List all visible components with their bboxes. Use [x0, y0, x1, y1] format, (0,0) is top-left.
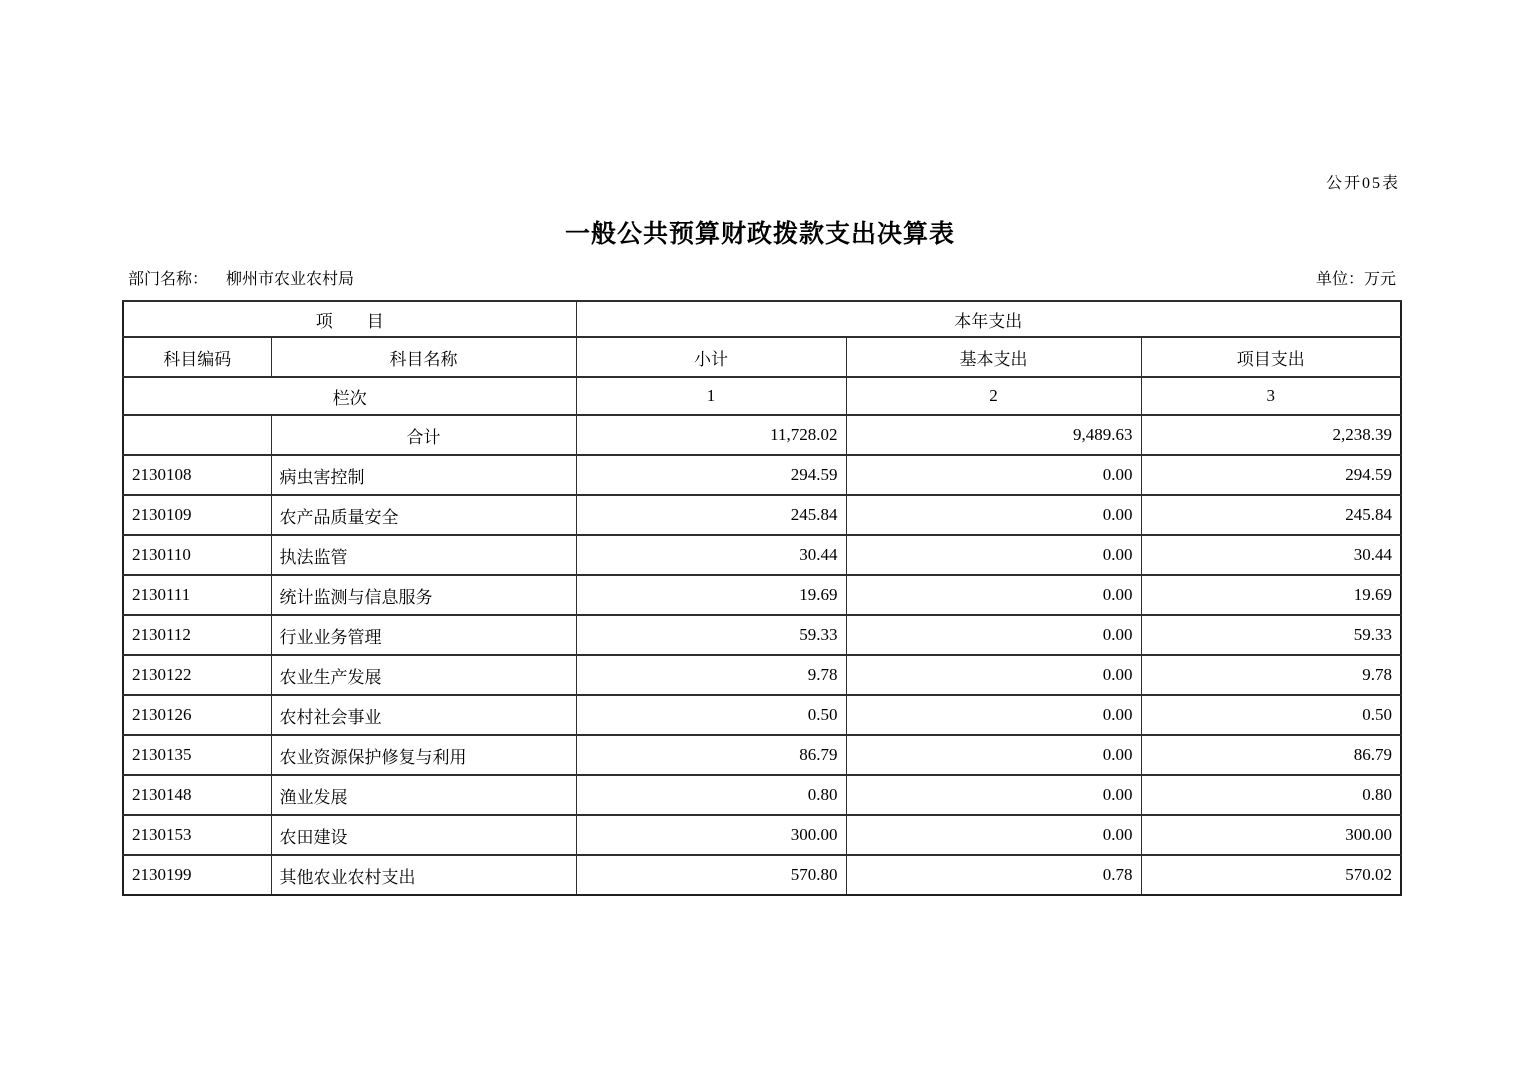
doc-code-label: 公开05表 — [1325, 175, 1400, 192]
header-row-ranks — [123, 377, 1401, 415]
name-cell: 渔业发展 — [271, 775, 576, 815]
subtotal-cell: 294.59 — [576, 455, 846, 495]
code-cell: 2130153 — [123, 815, 271, 855]
code-cell: 2130108 — [123, 455, 271, 495]
table-row — [123, 615, 1401, 655]
table-row — [123, 855, 1401, 895]
subtotal-cell: 30.44 — [576, 535, 846, 575]
table-row — [123, 775, 1401, 815]
subtotal-cell: 245.84 — [576, 495, 846, 535]
rank-label: 栏次 — [123, 377, 576, 415]
basic-cell: 0.78 — [846, 855, 1141, 895]
project-cell: 19.69 — [1141, 575, 1401, 615]
header-row-groups — [123, 301, 1401, 337]
code-cell: 2130110 — [123, 535, 271, 575]
basic-cell: 0.00 — [846, 575, 1141, 615]
name-cell: 农田建设 — [271, 815, 576, 855]
code-cell: 2130148 — [123, 775, 271, 815]
subtotal-cell: 59.33 — [576, 615, 846, 655]
table-row — [123, 455, 1401, 495]
basic-cell: 0.00 — [846, 815, 1141, 855]
department-label: 部门名称： — [128, 271, 209, 288]
project-cell: 245.84 — [1141, 495, 1401, 535]
subtotal-cell: 9.78 — [576, 655, 846, 695]
table-row — [123, 695, 1401, 735]
table-row — [123, 735, 1401, 775]
header-name: 科目名称 — [271, 337, 576, 377]
page-title: 一般公共预算财政拨款支出决算表 — [564, 221, 955, 248]
basic-cell: 0.00 — [846, 495, 1141, 535]
budget-table — [122, 300, 1402, 896]
basic-cell: 0.00 — [846, 615, 1141, 655]
header-row-columns — [123, 337, 1401, 377]
name-cell: 农业生产发展 — [271, 655, 576, 695]
code-cell: 2130126 — [123, 695, 271, 735]
table-row — [123, 535, 1401, 575]
project-cell: 0.80 — [1141, 775, 1401, 815]
basic-cell: 9,489.63 — [846, 415, 1141, 455]
subtotal-cell: 0.50 — [576, 695, 846, 735]
rank-3: 3 — [1141, 377, 1401, 415]
project-cell: 9.78 — [1141, 655, 1401, 695]
header-basic: 基本支出 — [846, 337, 1141, 377]
name-cell: 病虫害控制 — [271, 455, 576, 495]
subtotal-cell: 570.80 — [576, 855, 846, 895]
header-code: 科目编码 — [123, 337, 271, 377]
name-cell: 统计监测与信息服务 — [271, 575, 576, 615]
code-cell: 2130109 — [123, 495, 271, 535]
code-cell: 2130112 — [123, 615, 271, 655]
header-current-year-group: 本年支出 — [576, 301, 1401, 337]
rank-2: 2 — [846, 377, 1141, 415]
basic-cell: 0.00 — [846, 535, 1141, 575]
total-row — [123, 415, 1401, 455]
subtotal-cell: 19.69 — [576, 575, 846, 615]
table-row — [123, 495, 1401, 535]
project-cell: 0.50 — [1141, 695, 1401, 735]
subtotal-cell: 86.79 — [576, 735, 846, 775]
code-cell: 2130135 — [123, 735, 271, 775]
project-cell: 59.33 — [1141, 615, 1401, 655]
table-row — [123, 815, 1401, 855]
subtotal-cell: 0.80 — [576, 775, 846, 815]
name-cell: 农业资源保护修复与利用 — [271, 735, 576, 775]
name-cell: 农村社会事业 — [271, 695, 576, 735]
meta-row — [128, 266, 1396, 289]
basic-cell: 0.00 — [846, 735, 1141, 775]
basic-cell: 0.00 — [846, 455, 1141, 495]
project-cell: 570.02 — [1141, 855, 1401, 895]
name-cell: 其他农业农村支出 — [271, 855, 576, 895]
name-cell: 执法监管 — [271, 535, 576, 575]
department-name-line — [128, 266, 354, 289]
name-cell: 合计 — [271, 415, 576, 455]
header-project-group: 项 目 — [123, 301, 576, 337]
code-cell: 2130111 — [123, 575, 271, 615]
header-subtotal: 小计 — [576, 337, 846, 377]
project-cell: 86.79 — [1141, 735, 1401, 775]
table-row — [123, 655, 1401, 695]
basic-cell: 0.00 — [846, 695, 1141, 735]
table-row — [123, 575, 1401, 615]
code-cell: 2130199 — [123, 855, 271, 895]
rank-1: 1 — [576, 377, 846, 415]
project-cell: 2,238.39 — [1141, 415, 1401, 455]
basic-cell: 0.00 — [846, 775, 1141, 815]
code-cell — [123, 415, 271, 455]
code-cell: 2130122 — [123, 655, 271, 695]
project-cell: 30.44 — [1141, 535, 1401, 575]
unit-label: 单位：万元 — [1315, 271, 1396, 288]
subtotal-cell: 300.00 — [576, 815, 846, 855]
project-cell: 300.00 — [1141, 815, 1401, 855]
header-project-exp: 项目支出 — [1141, 337, 1401, 377]
name-cell: 农产品质量安全 — [271, 495, 576, 535]
basic-cell: 0.00 — [846, 655, 1141, 695]
department-value: 柳州市农业农村局 — [226, 271, 355, 288]
name-cell: 行业业务管理 — [271, 615, 576, 655]
subtotal-cell: 11,728.02 — [576, 415, 846, 455]
project-cell: 294.59 — [1141, 455, 1401, 495]
